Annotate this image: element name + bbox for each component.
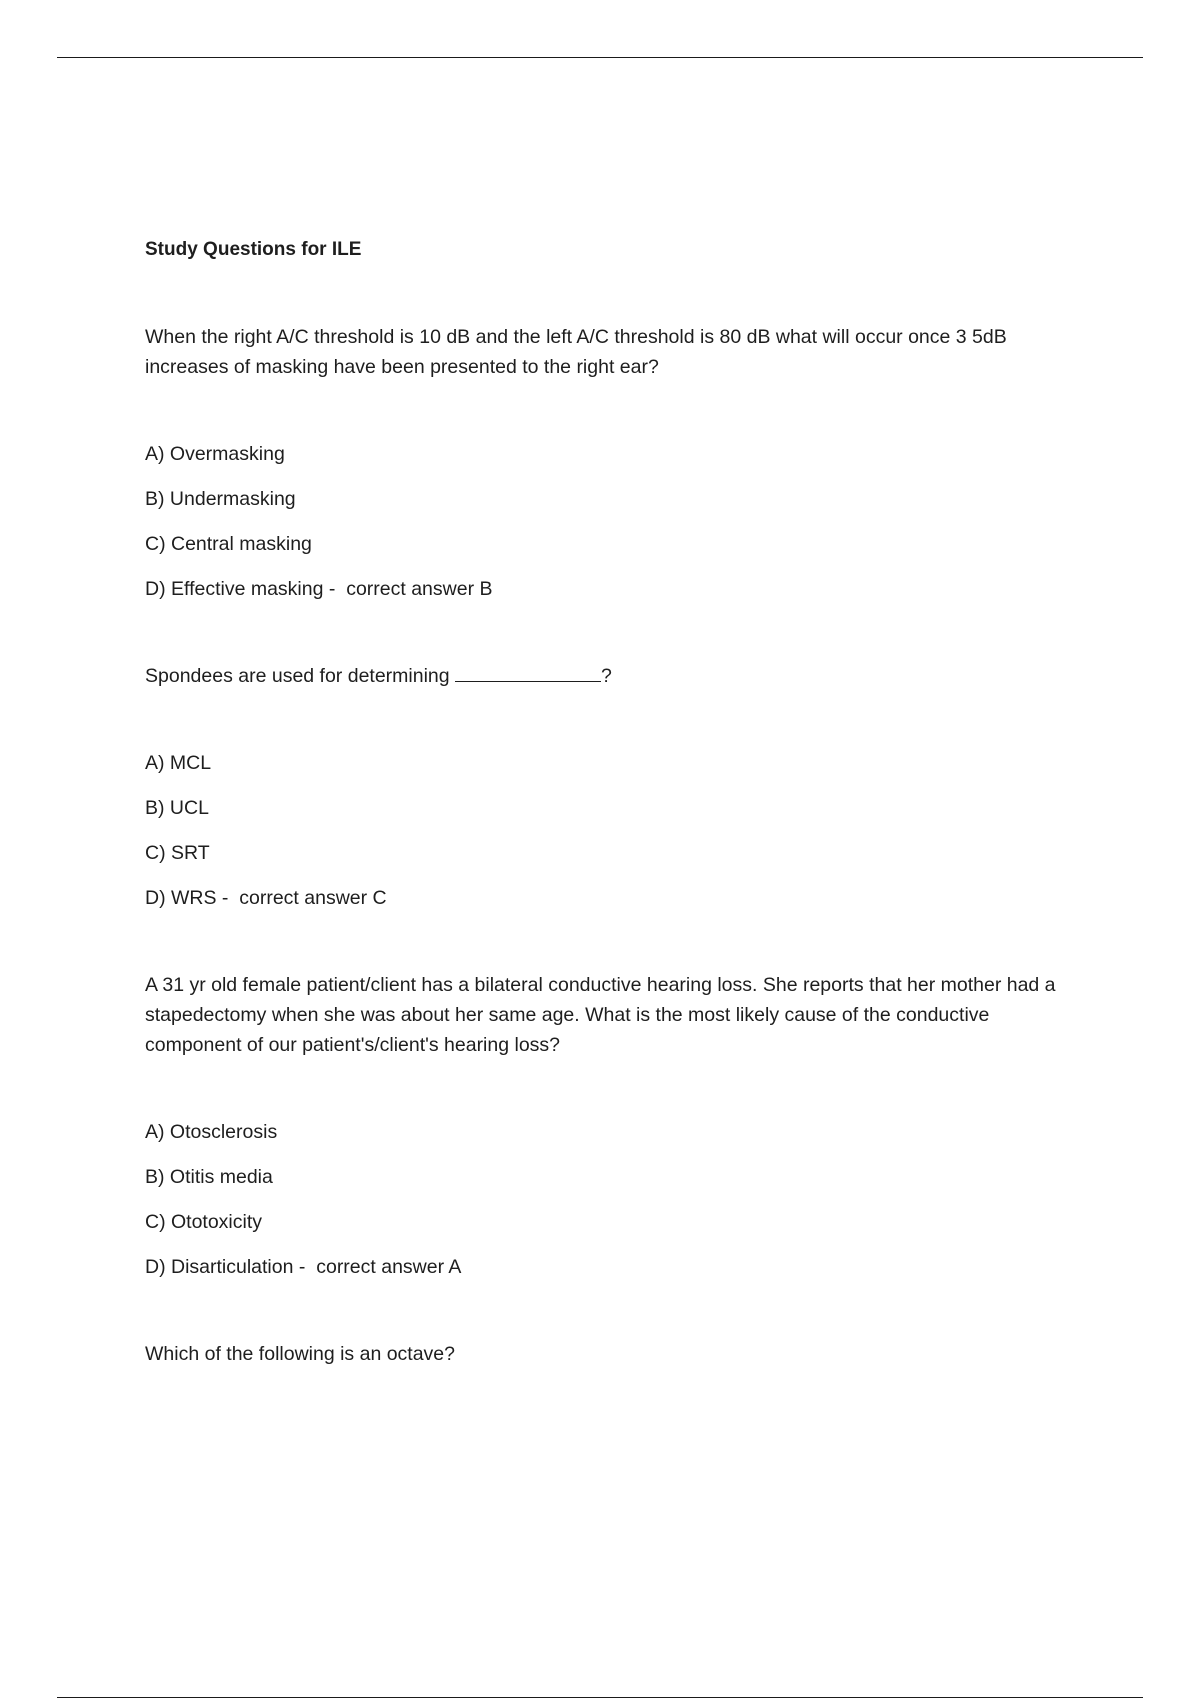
document-title: Study Questions for ILE: [145, 239, 362, 260]
question-3: [145, 970, 1085, 1281]
correct-answer: correct answer C: [239, 887, 387, 909]
question-text: When the right A/C threshold is 10 dB and the left A/C threshold is 80 dB what will occur once 3 5dB increases of masking have been presented to the right ear?: [145, 326, 1007, 378]
question-4: [145, 1339, 1085, 1369]
document-body: [145, 236, 1085, 1427]
answer-options: [145, 440, 1085, 603]
answer-separator: -: [216, 887, 240, 909]
correct-answer: correct answer B: [346, 578, 493, 600]
option-a: A) MCL: [145, 752, 212, 774]
answer-separator: -: [323, 578, 347, 600]
question-1: [145, 322, 1085, 603]
option-b: B) UCL: [145, 797, 209, 819]
option-a: A) Overmasking: [145, 443, 285, 465]
question-text: Which of the following is an octave?: [145, 1343, 456, 1365]
question-text: A 31 yr old female patient/client has a bilateral conductive hearing loss. She reports that her mother had a stapedectomy when she was about her same age. What is the most likely cause of the conductive component of our patient's/client's hearing loss?: [145, 974, 1056, 1056]
option-d-label: D) WRS: [145, 887, 217, 909]
question-text-end: ?: [601, 665, 612, 687]
question-2: [145, 661, 1085, 912]
option-d: [145, 884, 1085, 912]
question-text: [145, 661, 1085, 691]
option-a: A) Otosclerosis: [145, 1121, 278, 1143]
option-b: B) Otitis media: [145, 1166, 273, 1188]
option-d-label: D) Disarticulation: [145, 1256, 294, 1278]
option-d: [145, 1253, 1085, 1281]
bottom-rule: [57, 1697, 1143, 1698]
option-d: [145, 575, 1085, 603]
correct-answer: correct answer A: [316, 1256, 462, 1278]
option-c: C) Ototoxicity: [145, 1211, 263, 1233]
option-d-label: D) Effective masking: [145, 578, 324, 600]
answer-options: [145, 749, 1085, 912]
fill-in-blank: [455, 663, 601, 682]
option-b: B) Undermasking: [145, 488, 296, 510]
answer-separator: -: [293, 1256, 317, 1278]
question-text-start: Spondees are used for determining: [145, 665, 456, 687]
top-rule: [57, 57, 1143, 58]
option-c: C) Central masking: [145, 533, 312, 555]
option-c: C) SRT: [145, 842, 210, 864]
answer-options: [145, 1118, 1085, 1281]
